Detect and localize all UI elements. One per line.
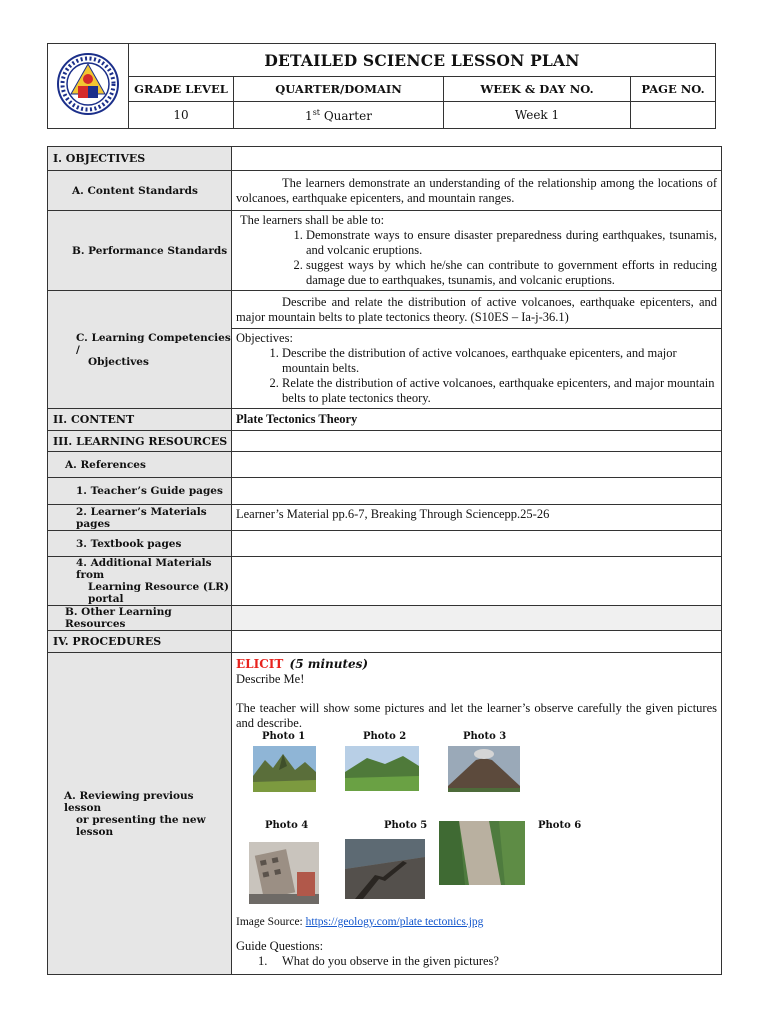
page-value (631, 102, 716, 129)
elicit-duration: (5 minutes) (289, 657, 369, 671)
performance-standards-label: B. Performance Standards (48, 211, 232, 291)
quarter-domain-label: QUARTER/DOMAIN (234, 77, 444, 102)
photo-label: Photo 4 (265, 820, 309, 831)
content-label: II. CONTENT (48, 409, 232, 431)
teachers-guide-label: 1. Teacher’s Guide pages (48, 478, 232, 505)
page-no-label: PAGE NO. (631, 77, 716, 102)
image-source-link[interactable]: https://geology.com/plate tectonics.jpg (305, 916, 484, 928)
objective-item: 2. Relate the distribution of active volcanoes, earthquake epicenters, and major mountain belts to plate tectonics theory. (282, 376, 717, 406)
grade-level-label: GRADE LEVEL (129, 77, 234, 102)
objective-item: 1. Describe the distribution of active volcanoes, earthquake epicenters, and major mountain belts. (282, 346, 717, 376)
photo-label: Photo 5 (384, 820, 428, 831)
photo-label: Photo 6 (538, 820, 582, 831)
quarter-value: 1st Quarter (234, 102, 444, 129)
photo-5-image (345, 839, 425, 899)
photo-3-image (448, 746, 520, 792)
week-value: Week 1 (444, 102, 631, 129)
references-label: A. References (48, 452, 232, 478)
photo-6-image (439, 821, 525, 885)
objectives-heading: I. OBJECTIVES (48, 147, 232, 171)
photo-label: Photo 2 (363, 731, 407, 742)
procedure-content: ELICIT (5 minutes) Describe Me! The teacher will show some pictures and let the learner’s observe carefully the given pictures and describe. Photo 1 Photo 2 Photo 3 Photo 4 Photo 5 Photo 6 Image Source: https://geology.com/plate tectonics.jpg Guide Questions: 1. What do you observe in the given pictures? (232, 653, 722, 975)
guide-question-item: What do you observe in the given pictures? (282, 953, 499, 968)
logo-cell (48, 44, 129, 129)
other-resources-label: B. Other Learning Resources (48, 606, 232, 631)
photo-4-image (249, 842, 319, 904)
performance-item: 2. suggest ways by which he/she can contribute to government efforts in reducing damage due to earthquakes, tsunamis, and volcanic eruptions. (306, 258, 717, 288)
competencies-label: C. Learning Competencies / Objectives (48, 291, 232, 409)
content-standards-label: A. Content Standards (48, 171, 232, 211)
performance-standards-value: The learners shall be able to: 1. Demonstrate ways to ensure disaster preparedness during earthquakes, tsunamis, and volcanic eruptions. 2. suggest ways by which he/she can contribute to government efforts in reducing damage due to earthquakes, tsunamis, and volcanic eruptions. (232, 211, 722, 291)
procedures-heading: IV. PROCEDURES (48, 631, 232, 653)
photo-label: Photo 1 (262, 731, 306, 742)
page-title: DETAILED SCIENCE LESSON PLAN (129, 44, 716, 77)
learners-materials-value: Learner’s Material pp.6-7, Breaking Through Sciencepp.25-26 (232, 505, 722, 531)
objectives-value: Objectives: 1. Describe the distribution of active volcanoes, earthquake epicenters, and major mountain belts. 2. Relate the distribution of active volcanoes, earthquake epicenters, and major mountain belts to plate tectonics theory. (232, 329, 722, 409)
textbook-label: 3. Textbook pages (48, 531, 232, 557)
resources-heading: III. LEARNING RESOURCES (48, 431, 232, 452)
performance-item: 1. Demonstrate ways to ensure disaster preparedness during earthquakes, tsunamis, and volcanic eruptions. (306, 228, 717, 258)
grade-value: 10 (129, 102, 234, 129)
elicit-label: ELICIT (236, 657, 284, 671)
activity-title: Describe Me! (236, 672, 305, 686)
photo-2-image (345, 746, 419, 791)
teacher-instruction: The teacher will show some pictures and let the learner’s observe carefully the given pictures and describe. (236, 701, 717, 730)
deped-seal-icon (56, 52, 120, 116)
content-value: Plate Tectonics Theory (232, 409, 722, 431)
week-day-label: WEEK & DAY NO. (444, 77, 631, 102)
photo-1-image (253, 746, 316, 792)
additional-materials-label: 4. Additional Materials from Learning Resource (LR) portal (48, 557, 232, 606)
lesson-plan-table (47, 146, 722, 975)
image-source-label: Image Source: (236, 916, 306, 928)
header-table (47, 43, 716, 129)
photo-label: Photo 3 (463, 731, 507, 742)
learners-materials-label: 2. Learner’s Materials pages (48, 505, 232, 531)
guide-questions-heading: Guide Questions: (236, 938, 324, 953)
content-standards-value: The learners demonstrate an understanding of the relationship among the locations of volcanoes, earthquake epicenters, and mountain ranges. (232, 171, 722, 211)
reviewing-label: A. Reviewing previous lesson or presenting the new lesson (48, 653, 232, 975)
competency-value: Describe and relate the distribution of active volcanoes, earthquake epicenters, and major mountain belts to plate tectonics theory. (S10ES – Ia-j-36.1) (232, 291, 722, 329)
